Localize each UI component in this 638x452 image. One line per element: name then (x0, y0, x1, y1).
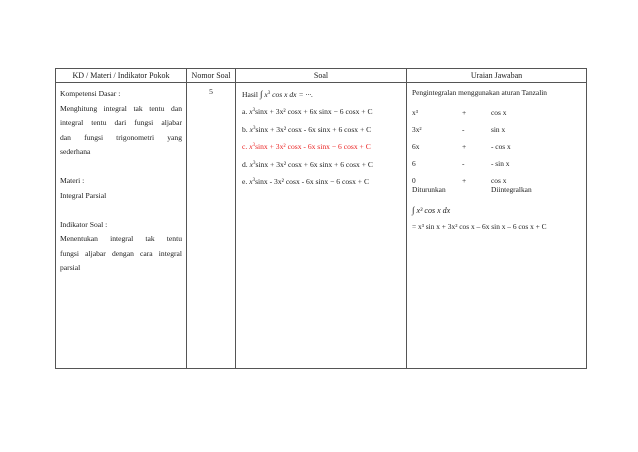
option-b: b. $x^3\sin x + 3x^2$ cosx - 6x sinx + 6 cosx + C (242, 124, 372, 134)
tanzalin-column-labels (412, 185, 586, 201)
tanzalin-row: 6 - - sin x (412, 159, 510, 168)
header-uraian-jawaban: Uraian Jawaban (407, 69, 587, 83)
option-letter: d. (242, 159, 248, 169)
table-header-row (56, 69, 587, 83)
option-text: sinx + 3x² cosx + 6x sinx − 6 cosx + C (255, 107, 373, 116)
option-text: sinx - 3x² cosx - 6x sinx − 6 cosx + C (255, 177, 370, 186)
kd-cell (56, 83, 187, 369)
kompetensi-line: integral tentu dari fungsi aljabar (60, 118, 182, 127)
indikator-line: fungsi aljabar dengan cara integral (60, 248, 182, 258)
kompetensi-line: Menghitung integral tak tentu dan (60, 103, 182, 113)
nomor-soal-value: 5 (209, 87, 213, 96)
integral-sign: ∫ (259, 89, 263, 99)
tanzalin-row: 6x + - cos x (412, 142, 511, 151)
table-row (56, 83, 587, 369)
nomor-soal-cell (187, 83, 236, 369)
question-rest: cos x dx = ···. (272, 90, 314, 99)
soal-cell (236, 83, 407, 369)
indikator-line: parsial (60, 263, 81, 272)
diintegralkan-label: Diintegralkan (491, 185, 532, 194)
header-soal: Soal (236, 69, 407, 83)
materi-value: Integral Parsial (60, 190, 107, 200)
kompetensi-label: Kompetensi Dasar : (60, 89, 121, 98)
kompetensi-line: dan fungsi trigonometri yang (60, 132, 182, 142)
option-text: sinx + 3x² cosx - 6x sinx + 6 cosx + C (255, 124, 372, 134)
indikator-line: Menentukan integral tak tentu (60, 234, 182, 243)
question-prefix: Hasil (242, 90, 259, 99)
option-d: d. $x^3\sin x + 3x^2$ cosx + 6x sinx + 6 cosx + C (242, 159, 373, 169)
tanzalin-row: x³ + cos x (412, 108, 507, 117)
kompetensi-line: sederhana (60, 147, 91, 156)
lesson-table (55, 68, 587, 369)
integral-expr-text: x³ cos x dx (416, 206, 451, 215)
indikator-label: Indikator Soal : (60, 219, 108, 229)
diturunkan-label: Diturunkan (412, 185, 446, 194)
option-letter: c. (242, 142, 248, 151)
integral-expression (412, 201, 586, 221)
tanzalin-row: 0 + cos x (412, 176, 507, 185)
final-answer: = x³ sin x + 3x² cos x – 6x sin x – 6 cos x + C (412, 222, 547, 231)
question-text (242, 87, 406, 104)
uraian-title: Pengintegralan menggunakan aturan Tanzalin (412, 88, 547, 97)
header-nomor-soal: Nomor Soal (187, 69, 236, 83)
option-a: a. $x^3\sin x + 3x^2$ cosx + 6x sinx − 6 cosx + C (242, 107, 373, 116)
tanzalin-row: 3x² - sin x (412, 125, 506, 134)
uraian-jawaban-cell (407, 83, 587, 369)
header-kd: KD / Materi / Indikator Pokok (56, 69, 187, 83)
option-c-correct: c. $x^3\sin x + 3x^2$ cosx - 6x sinx − 6 cosx + C (242, 142, 371, 151)
option-letter: a. (242, 107, 248, 116)
question-var: x (264, 90, 268, 99)
integral-sign: ∫ (412, 205, 415, 215)
option-text: sinx + 3x² cosx + 6x sinx + 6 cosx + C (255, 159, 373, 169)
option-e: e. $x^3\sin x - 3x^2$ cosx - 6x sinx − 6 cosx + C (242, 177, 370, 186)
question-exponent: 3 (267, 91, 271, 96)
option-text: sinx + 3x² cosx - 6x sinx − 6 cosx + C (255, 142, 371, 151)
materi-label: Materi : (60, 176, 85, 185)
option-letter: e. (242, 177, 248, 186)
option-letter: b. (242, 124, 248, 134)
